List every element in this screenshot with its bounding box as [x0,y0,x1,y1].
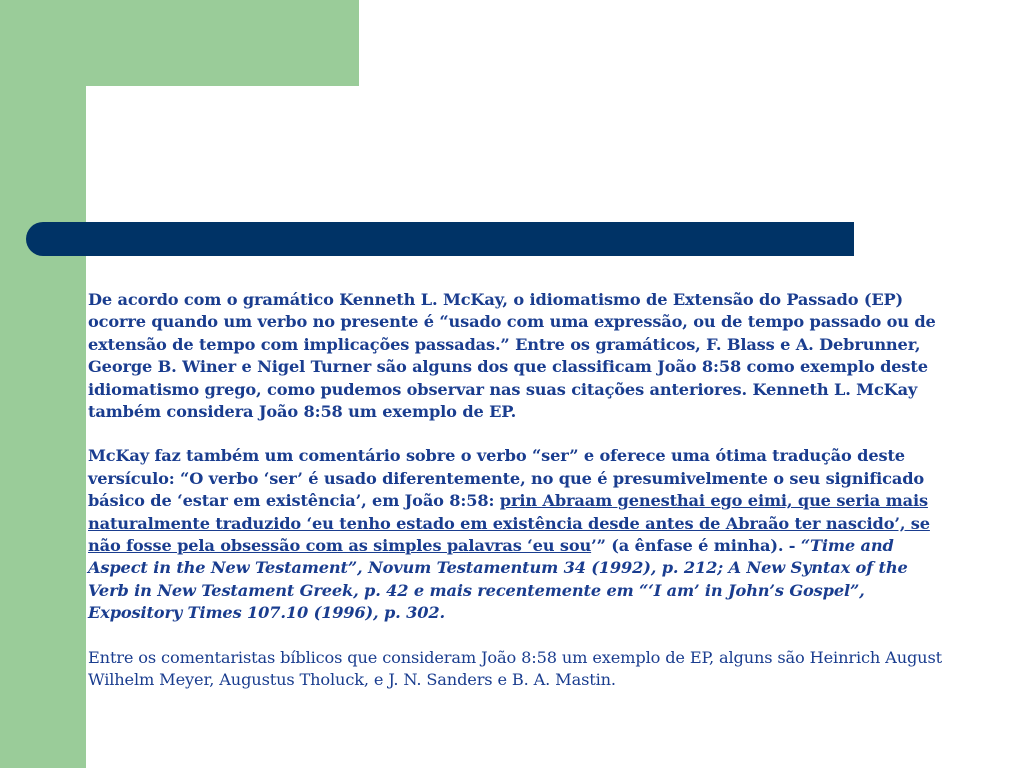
paragraph-mckay-comment [88,445,948,624]
slide-body [88,289,948,692]
title-bar [26,222,854,256]
comment-citation: “Time and Aspect in the New Testament”, Novum Testamentum 34 (1992), p. 212; A New Syntax of the Verb in New Testament Greek, p. 42 e mais recentemente em “‘I am’ in John’s Gospel”, Expository Times 107.10 (1996), p. 302. [88,536,908,623]
left-green-band [0,0,86,768]
comment-after: ’” (a ênfase é minha). - [591,536,801,556]
paragraph-commentators: Entre os comentaristas bíblicos que consideram João 8:58 um exemplo de EP, alguns são Heinrich August Wilhelm Meyer, Augustus Tholuck, e J. N. Sanders e B. A. Mastin. [88,647,942,690]
comment-intro: McKay faz também um comentário sobre o verbo “ser” e oferece uma ótima tradução deste versículo: “O verbo ‘ser’ é usado diferentemente, no que é presumivelmente o seu significado básico de ‘estar em existência’, em João 8:58: [88,446,925,511]
top-green-block [86,0,359,86]
paragraph-mckay-definition: De acordo com o gramático Kenneth L. McKay, o idiomatismo de Extensão do Passado (EP) ocorre quando um verbo no presente é “usado com uma expressão, ou de tempo passado ou de extensão de tempo com implicações passadas.” Entre os gramáticos, F. Blass e A. Debrunner, George B. Winer e Nigel Turner são alguns dos que classificam João 8:58 como exemplo deste idiomatismo grego, como pudemos observar nas suas citações anteriores. Kenneth L. McKay também considera João 8:58 um exemplo de EP. [88,290,936,422]
comment-underlined-translation: prin Abraam genesthai ego eimi, que seria mais naturalmente traduzido ‘eu tenho estado em existência desde antes de Abraão ter nascido’, se não fosse pela obsessão com as simples palavras ‘eu sou [88,491,930,556]
